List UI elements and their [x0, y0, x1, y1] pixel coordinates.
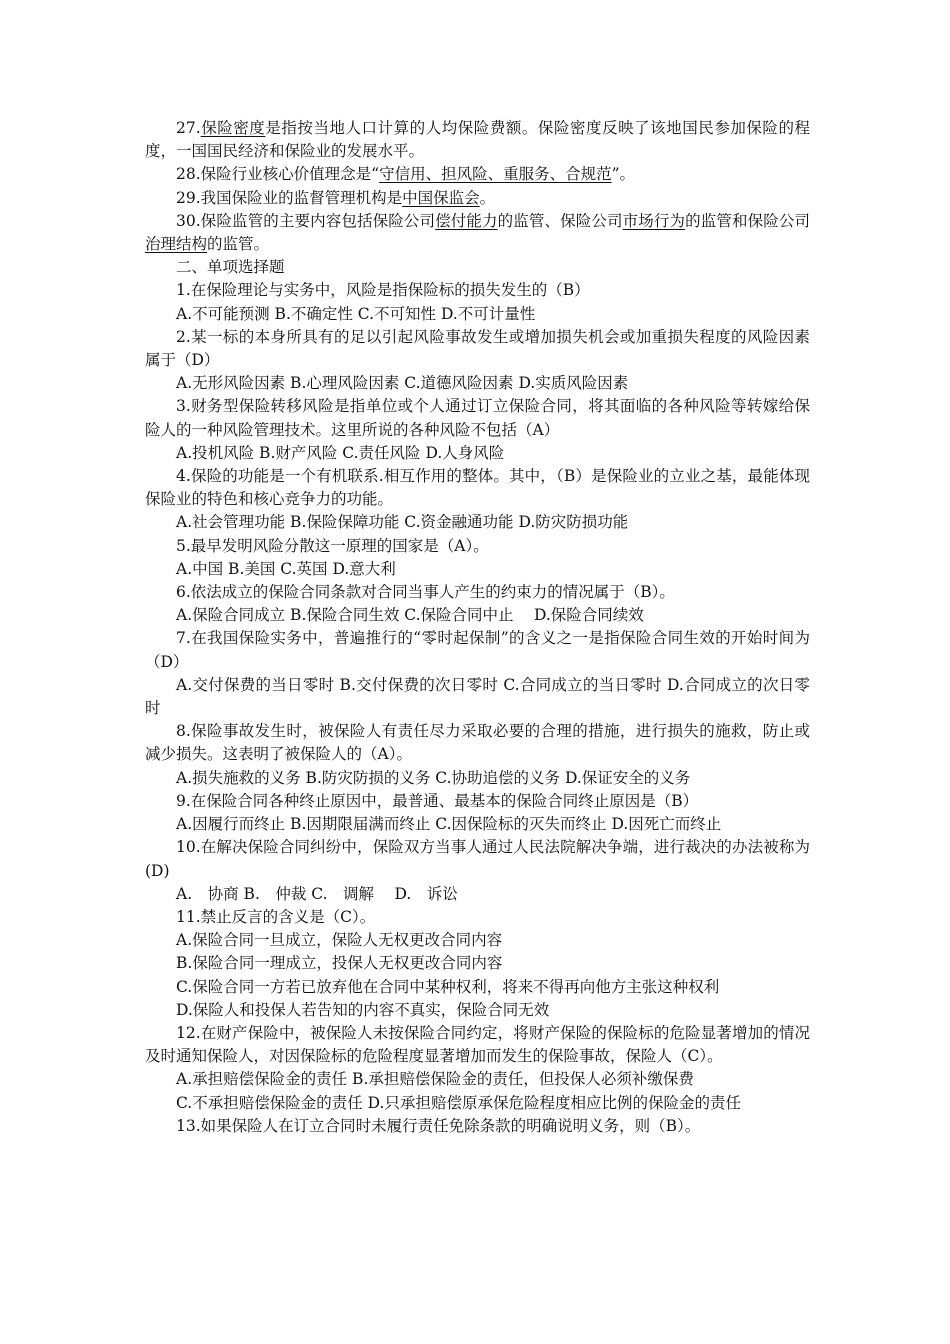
- text-run: A.社会管理功能 B.保险保障功能 C.资金融通功能 D.防灾防损功能: [176, 513, 629, 532]
- section-heading: [145, 256, 810, 279]
- paragraph: [145, 767, 810, 790]
- paragraph: [145, 999, 810, 1022]
- paragraph: [145, 442, 810, 465]
- paragraph: [145, 883, 810, 906]
- paragraph: [145, 558, 810, 581]
- text-run: 7.在我国保险实务中，普遍推行的“零时起保制”的含义之一是指保险合同生效的开始时间为（D）: [145, 629, 810, 671]
- text-run: 27.: [176, 119, 201, 137]
- text-run: A.因履行而终止 B.因期限届满而终止 C.因保险标的灭失而终止 D.因死亡而终止: [176, 815, 722, 834]
- text-run: 29.我国保险业的监督管理机构是: [176, 188, 403, 207]
- text-run: 是指按当地人口计算的人均保险费额。保险密度反映了该地国民参加保险的程度，一国国民经济和保险业的发展水平。: [145, 119, 810, 161]
- paragraph: [145, 326, 810, 372]
- text-run: 30.保险监管的主要内容包括保险公司: [176, 211, 436, 230]
- paragraph: [145, 1115, 810, 1138]
- paragraph: [145, 1092, 810, 1115]
- text-run: 的监管、保险公司: [497, 211, 623, 230]
- document-body: [145, 117, 810, 1138]
- text-run: C.不承担赔偿保险金的责任 D.只承担赔偿原承保危险程度相应比例的保险金的责任: [176, 1093, 741, 1112]
- text-run: A.投机风险 B.财产风险 C.责任风险 D.人身风险: [176, 443, 505, 462]
- text-run: 6.依法成立的保险合同条款对合同当事人产生的约束力的情况属于（B）。: [176, 583, 675, 602]
- paragraph: [145, 279, 810, 302]
- underlined-term: 保险密度: [200, 119, 266, 137]
- text-run: 的监管。: [207, 235, 270, 254]
- underlined-term: 守信用、担风险、重服务、合规范: [379, 165, 612, 184]
- text-run: 9.在保险合同各种终止原因中，最普通、最基本的保险合同终止原因是（B）: [176, 791, 699, 810]
- paragraph: [145, 465, 810, 511]
- paragraph: [145, 906, 810, 929]
- text-run: A.保险合同成立 B.保险合同生效 C.保险合同中止 D.保险合同续效: [176, 606, 644, 625]
- paragraph: [145, 627, 810, 673]
- paragraph: [145, 372, 810, 395]
- paragraph: [145, 210, 810, 256]
- underlined-term: 中国保监会: [402, 188, 480, 207]
- text-run: 1.在保险理论与实务中，风险是指保险标的损失发生的（B）: [176, 281, 590, 300]
- paragraph: [145, 790, 810, 813]
- text-run: 。: [479, 188, 496, 207]
- paragraph: [145, 929, 810, 952]
- text-run: 12.在财产保险中，被保险人未按保险合同约定，将财产保险的保险标的危险显著增加的情况及时通知保险人，对因保险标的危险程度显著增加而发生的保险事故，保险人（C）。: [145, 1023, 810, 1066]
- text-run: A.保险合同一旦成立，保险人无权更改合同内容: [176, 931, 503, 950]
- text-run: A.损失施救的义务 B.防灾防损的义务 C.协助追偿的义务 D.保证安全的义务: [176, 768, 691, 787]
- text-run: D.保险人和投保人若告知的内容不真实，保险合同无效: [176, 1000, 550, 1019]
- text-run: A.不可能预测 B.不确定性 C.不可知性 D.不可计量性: [176, 304, 536, 323]
- text-run: A.承担赔偿保险金的责任 B.承担赔偿保险金的责任，但投保人必须补缴保费: [176, 1070, 694, 1089]
- text-run: 28.保险行业核心价值理念是“: [176, 165, 380, 184]
- text-run: 2.某一标的本身所具有的足以引起风险事故发生或增加损失机会或加重损失程度的风险因素属于（D）: [145, 327, 810, 370]
- text-run: B.保险合同一理成立，投保人无权更改合同内容: [176, 954, 503, 973]
- paragraph: [145, 303, 810, 326]
- paragraph: [145, 163, 810, 186]
- paragraph: [145, 836, 810, 882]
- text-run: 13.如果保险人在订立合同时未履行责任免除条款的明确说明义务，则（B）。: [176, 1116, 701, 1135]
- paragraph: [145, 952, 810, 975]
- text-run: 二、单项选择题: [176, 258, 285, 277]
- paragraph: [145, 187, 810, 210]
- paragraph: [145, 604, 810, 627]
- underlined-term: 治理结构: [145, 235, 208, 254]
- text-run: A. 协商 B. 仲裁 C. 调解 D. 诉讼: [176, 884, 458, 903]
- text-run: 8.保险事故发生时，被保险人有责任尽力采取必要的合理的措施，进行损失的施救，防止或减少损失。这表明了被保险人的（A）。: [145, 722, 810, 764]
- text-run: 11.禁止反言的含义是（C）。: [176, 907, 376, 926]
- text-run: 5.最早发明风险分散这一原理的国家是（A）。: [176, 536, 489, 555]
- text-run: A.中国 B.美国 C.英国 D.意大利: [176, 559, 396, 578]
- text-run: ”。: [611, 165, 636, 184]
- text-run: 的监管和保险公司: [685, 211, 810, 230]
- paragraph: [145, 674, 810, 720]
- paragraph: [145, 511, 810, 534]
- paragraph: [145, 395, 810, 441]
- paragraph: [145, 1068, 810, 1091]
- text-run: A.无形风险因素 B.心理风险因素 C.道德风险因素 D.实质风险因素: [176, 374, 629, 393]
- text-run: 4.保险的功能是一个有机联系.相互作用的整体。其中，（B）是保险业的立业之基，最能体现保险业的特色和核心竞争力的功能。: [145, 467, 810, 509]
- text-run: 3.财务型保险转移风险是指单位或个人通过订立保险合同，将其面临的各种风险等转嫁给保险人的一种风险管理技术。这里所说的各种风险不包括（A）: [145, 397, 810, 439]
- underlined-term: 市场行为: [622, 211, 686, 230]
- paragraph: [145, 535, 810, 558]
- paragraph: [145, 813, 810, 836]
- paragraph: [145, 1022, 810, 1068]
- underlined-term: 偿付能力: [435, 211, 498, 230]
- paragraph: [145, 581, 810, 604]
- paragraph: [145, 976, 810, 999]
- text-run: C.保险合同一方若已放弃他在合同中某种权利，将来不得再向他方主张这种权利: [176, 977, 720, 996]
- text-run: A.交付保费的当日零时 B.交付保费的次日零时 C.合同成立的当日零时 D.合同成立的次日零时: [145, 675, 810, 718]
- text-run: 10.在解决保险合同纠纷中，保险双方当事人通过人民法院解决争端，进行裁决的办法被称为(D): [145, 838, 810, 880]
- paragraph: [145, 720, 810, 766]
- paragraph: [145, 117, 810, 163]
